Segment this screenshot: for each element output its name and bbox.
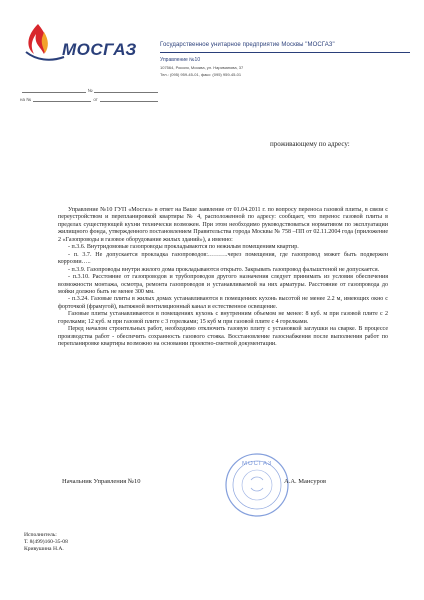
org-details bbox=[160, 56, 410, 77]
paragraph-works: Перед началом строительных работ, необходимо отключить газовую плиту с установкой заглушки на сварке. В процессе производства работ - обеспечить сохранность газового стояка. Восстановление газоснабжения после выполнения работ по перепланировке квартиры возможно на основании проектно-сметной документации. bbox=[58, 326, 388, 348]
stamp-text: МОСГАЗ bbox=[242, 461, 273, 467]
address: 107564, Россия, Москва, ул. Нариманова, 37 bbox=[160, 65, 244, 70]
paragraph-volume: Газовые плиты устанавливаются в помещениях кухонь с внутренним объемом не менее: 8 куб. м при газовой плите с 2 горелками; 12 куб. м при газовой плите с 3 горелками; 15 куб м при газовой плите с 4 горелками. bbox=[58, 311, 388, 325]
organization-header bbox=[160, 42, 410, 48]
recipient-line: проживающему по адресу: bbox=[270, 140, 350, 148]
executor-label: Исполнитель: bbox=[24, 532, 57, 538]
ref-number-label: № bbox=[87, 88, 93, 93]
org-title: Государственное унитарное предприятие Москвы "МОСГАЗ" bbox=[160, 42, 335, 48]
ref-from-blank bbox=[100, 97, 158, 102]
signatory-position: Начальник Управления №10 bbox=[62, 478, 141, 485]
executor-name: Кривушина Н.А. bbox=[24, 546, 64, 552]
ref-line-outgoing bbox=[20, 86, 160, 95]
mosgaz-logo bbox=[24, 20, 154, 70]
paragraph-3-24: - п.3.24. Газовые плиты в жилых домах устанавливаются в помещениях кухонь высотой не менее 2.2 м, имеющих окно с форточкой (фрамугой), вытяжной вентиляционный канал и естественное освещение. bbox=[58, 296, 388, 310]
ref-date-blank bbox=[22, 88, 86, 93]
department: Управление №10 bbox=[160, 57, 201, 63]
paragraph-3-7: - п. 3.7. Не допускается прокладка газопроводов:……….через помещения, где газопровод может быть подвержен коррозии….. bbox=[58, 251, 388, 266]
executor-phone: Т. 8(499)160-35-08 bbox=[24, 539, 68, 545]
ref-from-label: от bbox=[93, 97, 98, 102]
paragraph-3-9: - п.3.9. Газопроводы внутри жилого дома прокладываются открыто. Закрывать газопровод фальшстеной не допускается. bbox=[68, 266, 380, 273]
paragraph-3-10: - п.3.10. Расстояние от газопроводов и трубопроводов другого назначения следует принимать из условия обеспечения возможности монтажа, осмотра, ремонта газопроводов и устанавливаемой на них арматуры. Расстояние от газопровода до мойки должно быть не менее 300 мм. bbox=[58, 274, 388, 295]
ref-incoming-blank bbox=[33, 97, 91, 102]
phone-fax: Тел.: (095) 959-45-01, факс: (095) 959-45-01 bbox=[160, 72, 242, 77]
official-stamp bbox=[224, 452, 290, 518]
reference-lines bbox=[20, 86, 160, 104]
letter-body bbox=[58, 207, 388, 349]
header-divider bbox=[160, 52, 410, 53]
paragraph-3-6: - п.3.6. Внутридомовые газопроводы прокладываются по нежилым помещениям квартир. bbox=[68, 244, 299, 251]
ref-number-blank bbox=[94, 88, 158, 93]
executor-block bbox=[24, 532, 68, 553]
ref-incoming-label: на № bbox=[20, 97, 32, 102]
paragraph-intro: Управление №10 ГУП «Мосгаз» в ответ на Ваше заявление от 01.04.2011 г. по вопросу переноса газовой плиты, в связи с переустройством и перепланировкой квартиры № 4, расположенной по адресу: сообщает, что перенос газовой плиты в пределах существующей кухни технически возможен. При этом необходимо руководствоваться нормативом по эксплуатации жилищного фонда, утвержденного постановлением Правительства города Москвы № 758 –ПП от 02.11.2004 года (приложение 2 «Газопроводы и газовое оборудование жилых зданий»), а именно: bbox=[58, 207, 388, 243]
signatory-name: А.А. Мансуров bbox=[284, 478, 327, 485]
logo-text: МОСГАЗ bbox=[62, 40, 137, 59]
ref-line-incoming bbox=[20, 95, 160, 104]
